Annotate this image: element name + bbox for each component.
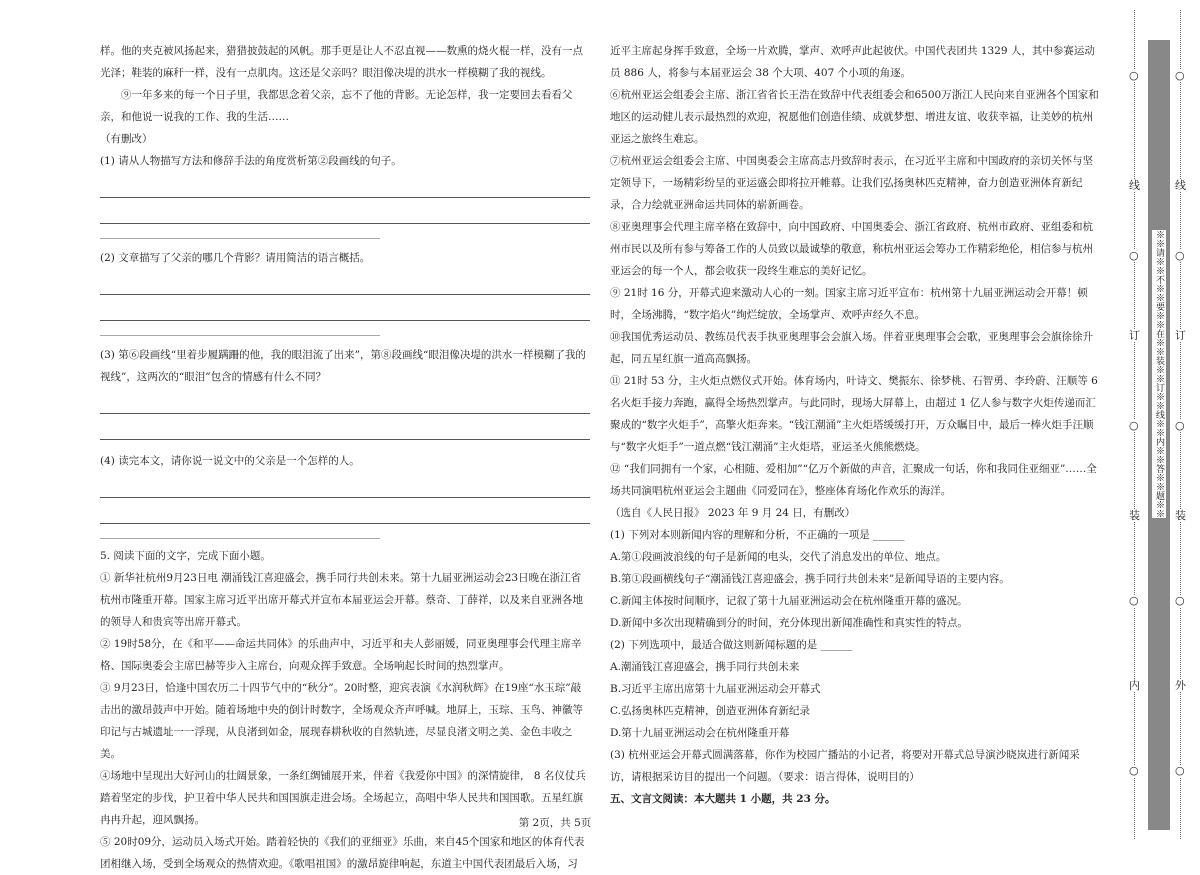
news-paragraph: ⑥杭州亚运会组委会主席、浙江省省长王浩在致辞中代表组委会和6500万浙江人民向来自亚洲各个国家和地区的运动健儿表示最热烈的欢迎，祝愿他们创造佳绩、成就梦想、增进友谊、收获幸福，让美妙的杭州亚运之旅终生难忘。 bbox=[610, 89, 1099, 145]
answer-line[interactable] bbox=[100, 321, 380, 336]
binding-label-line-outer: 线 bbox=[1175, 179, 1186, 192]
answer-line[interactable] bbox=[100, 224, 380, 239]
news-paragraph: ⑦杭州亚运会组委会主席、中国奥委会主席高志丹致辞时表示，在习近平主席和中国政府的亲切关怀与坚定领导下，一场精彩纷呈的亚运盛会即将拉开帷幕。让我们弘扬奥林匹克精神，奋力创造亚洲体育新纪录，合力绘就亚洲命运共同体的崭新画卷。 bbox=[610, 155, 1093, 211]
passage-paragraph: 样。他的夹克被风扬起来，猎猎披鼓起的风帆。那手更是让人不忍直视——数熏的烧火棍一样，没有一点光泽；鞋装的麻秆一样，没有一点肌肉。这还是父亲吗？眼泪像决堤的洪水一样模糊了我的视线。 bbox=[100, 45, 583, 79]
answer-line[interactable] bbox=[100, 414, 590, 440]
circle-mark: ○ bbox=[1175, 69, 1185, 82]
source-note: （选自《人民日报》 2023 年 9 月 24 日，有删改） bbox=[610, 507, 856, 519]
option-c[interactable]: C.新闻主体按时间顺序，记叙了第十九届亚洲运动会在杭州隆重开幕的盛况。 bbox=[610, 595, 968, 607]
answer-line[interactable] bbox=[100, 198, 590, 224]
answer-line[interactable] bbox=[100, 172, 590, 198]
circle-mark: ○ bbox=[1175, 249, 1185, 262]
question: (3) 第⑥段画线“里着步履蹒跚的他，我的眼泪流了出来”，第⑧段画线“眼泪像决堤的洪水一样模糊了我的视线”，这两次的“眼泪”包含的情感有什么不同？ bbox=[100, 349, 586, 383]
question: (1) 下列对本则新闻内容的理解和分析，不正确的一项是 ______ bbox=[610, 529, 905, 541]
answer-line[interactable] bbox=[100, 524, 380, 539]
answer-line[interactable] bbox=[100, 472, 590, 498]
option-b[interactable]: B.习近平主席出席第十九届亚洲运动会开幕式 bbox=[610, 683, 821, 695]
circle-mark: ○ bbox=[1129, 249, 1139, 262]
question: (1) 请从人物描写方法和修辞手法的角度赏析第②段画线的句子。 bbox=[100, 155, 402, 167]
circle-mark: ○ bbox=[1175, 594, 1185, 607]
section-heading: 5. 阅读下面的文字，完成下面小题。 bbox=[100, 550, 271, 562]
news-paragraph: ① 新华社杭州9月23日电 潮涌钱江喜迎盛会，携手同行共创未来。第十九届亚洲运动会23日晚在浙江省杭州市隆重开幕。国家主席习近平出席开幕式并宣布本届亚运会开幕。蔡奇、丁薛祥，以及来自亚洲各地的领导人和贵宾等出席开幕式。 bbox=[100, 572, 583, 628]
circle-mark: ○ bbox=[1175, 419, 1185, 432]
circle-mark: ○ bbox=[1129, 69, 1139, 82]
left-column bbox=[100, 40, 590, 875]
news-paragraph: ⑤ 20时09分，运动员入场式开始。踏着轻快的《我们的亚细亚》乐曲，来自45个国家和地区的体育代表团相继入场，受到全场观众的热情欢迎。《歌唱祖国》的激昂旋律响起，东道主中国代表团最后入场，习 bbox=[100, 836, 585, 870]
news-paragraph: ⑩我国优秀运动员、教练员代表手执亚奥理事会会旗入场。伴着亚奥理事会会歌，亚奥理事会会旗徐徐升起，同五星红旗一道高高飘扬。 bbox=[610, 331, 1093, 365]
option-d[interactable]: D.第十九届亚洲运动会在杭州隆重开幕 bbox=[610, 727, 790, 739]
circle-mark: ○ bbox=[1175, 764, 1185, 777]
right-column bbox=[610, 40, 1100, 810]
binding-label-order-inner: 订 bbox=[1129, 329, 1140, 342]
passage-paragraph: ⑨一年多来的每一个日子里，我都思念着父亲，忘不了他的背影。无论怎样，我一定要回去看看父亲，和他说一说我的工作、我的生活…… bbox=[100, 89, 573, 123]
binding-label-bind-inner: 装 bbox=[1129, 509, 1140, 522]
option-d[interactable]: D.新闻中多次出现精确到分的时间，充分体现出新闻准确性和真实性的特点。 bbox=[610, 617, 968, 629]
news-paragraph: ③ 9月23日，恰逢中国农历二十四节气中的“秋分”。20时整，迎宾表演《水润秋辉》在19座“水玉琮”敲击出的激昂鼓声中开始。随着场地中央的倒计时数字，全场观众齐声呼喊。地屏上，玉琮、玉鸟、神徽等印记与古城遗址一一浮现，从良渚到如金，展现春耕秋收的自然轨迹，尽显良渚文明之美、金色丰收之美。 bbox=[100, 682, 583, 760]
circle-mark: ○ bbox=[1129, 594, 1139, 607]
option-b[interactable]: B.第①段画横线句子“潮涌钱江喜迎盛会，携手同行共创未来”是新闻导语的主要内容。 bbox=[610, 573, 1010, 585]
binding-label-order-outer: 订 bbox=[1175, 329, 1186, 342]
section-heading: 五、文言文阅读：本大题共 1 小题，共 23 分。 bbox=[610, 793, 836, 805]
news-paragraph: ④场地中呈现出大好河山的壮阔景象，一条红绸铺展开来，伴着《我爱你中国》的深情旋律， 8 名仪仗兵踏着坚定的步伐，护卫着中华人民共和国国旗走进会场。全场起立，高唱中华人民共和国国歌。五星红旗冉冉升起，迎风飘扬。 bbox=[100, 770, 586, 826]
news-paragraph: ⑧亚奥理事会代理主席辛格在致辞中，向中国政府、中国奥委会、浙江省政府、杭州市政府、亚组委和杭州市民以及所有参与筹备工作的人员致以最诚挚的敬意，称杭州亚运会筹办工作精彩绝伦，相信参与杭州亚运会的每一个人，都会收获一段终生难忘的美好记忆。 bbox=[610, 221, 1093, 277]
option-a[interactable]: A.潮涌钱江喜迎盛会，携手同行共创未来 bbox=[610, 661, 800, 673]
circle-mark: ○ bbox=[1129, 764, 1139, 777]
option-c[interactable]: C.弘扬奥林匹克精神，创造亚洲体育新纪录 bbox=[610, 705, 810, 717]
circle-mark: ○ bbox=[1129, 419, 1139, 432]
question: (4) 读完本文，请你说一说文中的父亲是一个怎样的人。 bbox=[100, 455, 360, 467]
question: (3) 杭州亚运会开幕式圆满落幕，你作为校园广播站的小记者，将要对开幕式总导演沙晓岚进行新闻采访，请根据采访目的提出一个问题。（要求：语言得体，说明目的） bbox=[610, 749, 1080, 783]
news-paragraph: ⑨ 21时 16 分，开幕式迎来激动人心的一刻。国家主席习近平宣布：杭州第十九届亚洲运动会开幕！顿时，全场沸腾，“数字焰火”绚烂绽放，全场掌声、欢呼声经久不息。 bbox=[610, 287, 1088, 321]
binding-margin bbox=[1112, 0, 1200, 849]
page-number: 第 2页，共 5页 bbox=[518, 817, 592, 829]
source-note: （有删改） bbox=[100, 133, 153, 145]
question: (2) 文章描写了父亲的哪几个背影？请用简洁的语言概括。 bbox=[100, 252, 371, 264]
news-paragraph: ⑫ “我们同拥有一个家，心相随、爱相加”“亿万个新做的声音，汇聚成一句话，你和我同住亚细亚”……全场共同演唱杭州亚运会主题曲《同爱同在》，整座体育场化作欢乐的海洋。 bbox=[610, 463, 1097, 497]
option-a[interactable]: A.第①段画波浪线的句子是新闻的电头，交代了消息发出的单位、地点。 bbox=[610, 551, 947, 563]
news-paragraph: ⑪ 21时 53 分，主火炬点燃仪式开始。体育场内，叶诗文、樊振东、徐梦桃、石智勇、李玲蔚、汪顺等 6 名火炬手接力奔跑，赢得全场热烈掌声。与此同时，现场大屏幕上，由超过 1 亿人参与数字火炬传递而汇聚成的“数字火炬手”，高擎火炬奔来。“钱江潮涌”主火炬塔缓缓打开，万众瞩目中，最后一棒火炬手汪顺与“数字火炬手”一道点燃“钱江潮涌”主火炬塔，亚运圣火熊熊燃烧。 bbox=[610, 375, 1098, 453]
binding-warning: ※※请※※不※※要※※在※※装※※订※※线※※内※※答※※题※※ bbox=[1154, 230, 1164, 518]
answer-line[interactable] bbox=[100, 295, 590, 321]
news-paragraph: 近平主席起身挥手致意，全场一片欢腾，掌声、欢呼声此起彼伏。中国代表团共 1329 人，其中参赛运动员 886 人，将参与本届亚运会 38 个大项、407 个小项的角逐。 bbox=[610, 45, 1095, 79]
question: (2) 下列选项中，最适合做这则新闻标题的是 ______ bbox=[610, 639, 853, 651]
binding-label-bind-outer: 装 bbox=[1175, 509, 1186, 522]
answer-line[interactable] bbox=[100, 269, 590, 295]
answer-line[interactable] bbox=[100, 498, 590, 524]
binding-label-outside: 外 bbox=[1175, 679, 1186, 692]
answer-line[interactable] bbox=[100, 388, 590, 414]
news-paragraph: ② 19时58分，在《和平——命运共同体》的乐曲声中，习近平和夫人彭丽媛，同亚奥理事会代理主席辛格、国际奥委会主席巴赫等步入主席台，向观众挥手致意。全场响起长时间的热烈掌声。 bbox=[100, 638, 582, 672]
binding-label-inside: 内 bbox=[1129, 679, 1140, 692]
binding-label-line-inner: 线 bbox=[1129, 179, 1140, 192]
